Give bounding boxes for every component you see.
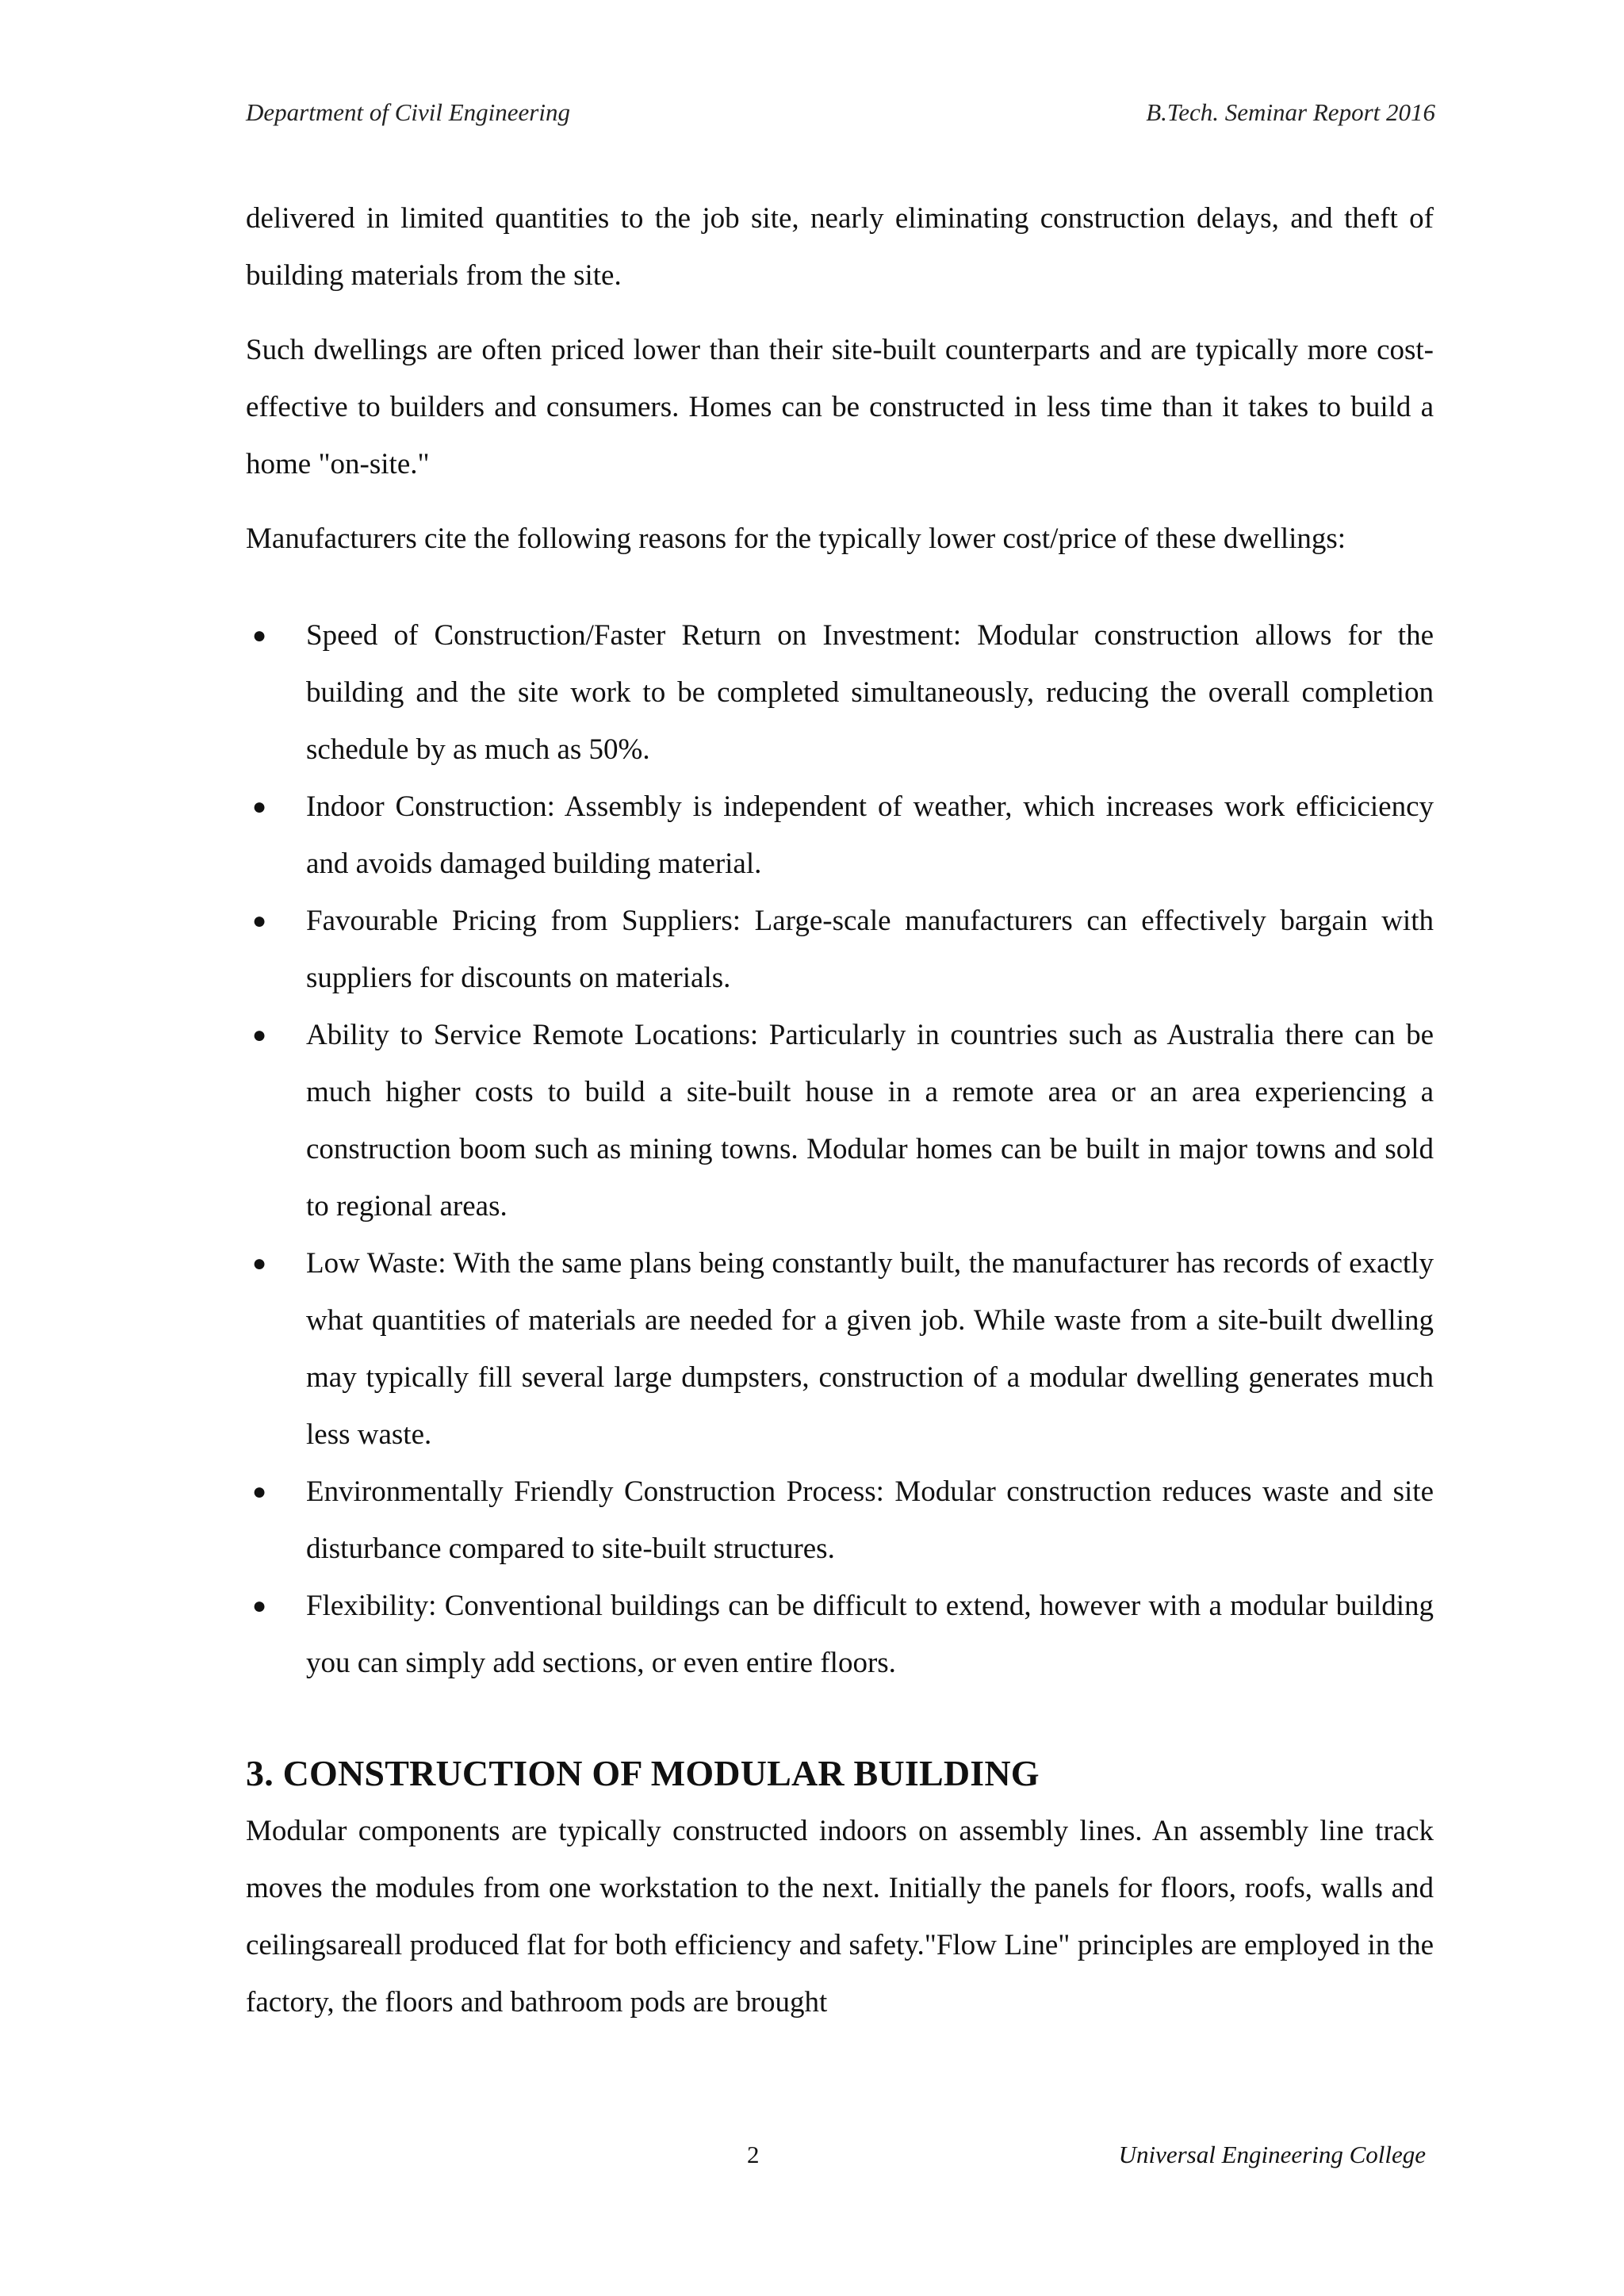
reasons-list — [246, 607, 1434, 1692]
bullet-icon: ● — [252, 908, 267, 934]
bullet-icon: ● — [252, 1593, 267, 1619]
list-item — [246, 1578, 1434, 1692]
paragraph-reasons-intro: Manufacturers cite the following reasons for the typically lower cost/price of these dwellings: — [246, 522, 1346, 555]
bullet-icon: ● — [252, 794, 267, 820]
page-number: 2 — [747, 2141, 760, 2168]
header-department: Department of Civil Engineering — [246, 98, 570, 126]
bullet-icon: ● — [252, 1022, 267, 1048]
bullet-icon: ● — [252, 1250, 267, 1276]
list-item — [246, 607, 1434, 779]
header-report-title: B.Tech. Seminar Report 2016 — [1146, 98, 1435, 126]
page-header — [246, 98, 1435, 127]
paragraph-pricing: Such dwellings are often priced lower than their site-built counterparts and are typically more cost-effective to builders and consumers. Homes can be constructed in less time than it takes to build a home "on-site." — [246, 334, 1434, 480]
bullet-icon: ● — [252, 622, 267, 649]
list-item-text: Speed of Construction/Faster Return on Investment: Modular construction allows for the building and the site work to be completed simultaneously, reducing the overall completion schedule by as much as 50%. — [306, 619, 1434, 766]
list-item — [246, 779, 1434, 893]
list-item-text: Flexibility: Conventional buildings can be difficult to extend, however with a modular building you can simply add sections, or even entire floors. — [306, 1590, 1434, 1679]
paragraph-delivery: delivered in limited quantities to the job site, nearly eliminating construction delays, and theft of building materials from the site. — [246, 202, 1434, 292]
footer-college: Universal Engineering College — [1118, 2141, 1426, 2168]
list-item-text: Favourable Pricing from Suppliers: Large-scale manufacturers can effectively bargain with suppliers for discounts on materials. — [306, 905, 1434, 994]
list-item — [246, 893, 1434, 1007]
bullet-icon: ● — [252, 1479, 267, 1505]
list-item-text: Ability to Service Remote Locations: Particularly in countries such as Australia there can be much higher costs to build a site-built house in a remote area or an area experiencing a construction boom such as mining towns. Modular homes can be built in major towns and sold to regional areas. — [306, 1019, 1434, 1223]
list-item — [246, 1007, 1434, 1235]
list-item — [246, 1235, 1434, 1464]
section-paragraph: Modular components are typically constructed indoors on assembly lines. An assembly line track moves the modules from one workstation to the next. Initially the panels for floors, roofs, walls and ceilingsareall produced flat for both efficiency and safety."Flow Line" principles are employed in the factory, the floors and bathroom pods are brought — [246, 1815, 1434, 2019]
list-item — [246, 1464, 1434, 1578]
list-item-text: Low Waste: With the same plans being constantly built, the manufacturer has records of exactly what quantities of materials are needed for a given job. While waste from a site-built dwelling may typically fill several large dumpsters, construction of a modular dwelling generates much less waste. — [306, 1247, 1434, 1451]
list-item-text: Environmentally Friendly Construction Process: Modular construction reduces waste and site disturbance compared to site-built structures. — [306, 1475, 1434, 1565]
page-content — [246, 190, 1434, 2055]
list-item-text: Indoor Construction: Assembly is independent of weather, which increases work efficiciency and avoids damaged building material. — [306, 790, 1434, 880]
section-heading: 3. CONSTRUCTION OF MODULAR BUILDING — [246, 1753, 1040, 1793]
